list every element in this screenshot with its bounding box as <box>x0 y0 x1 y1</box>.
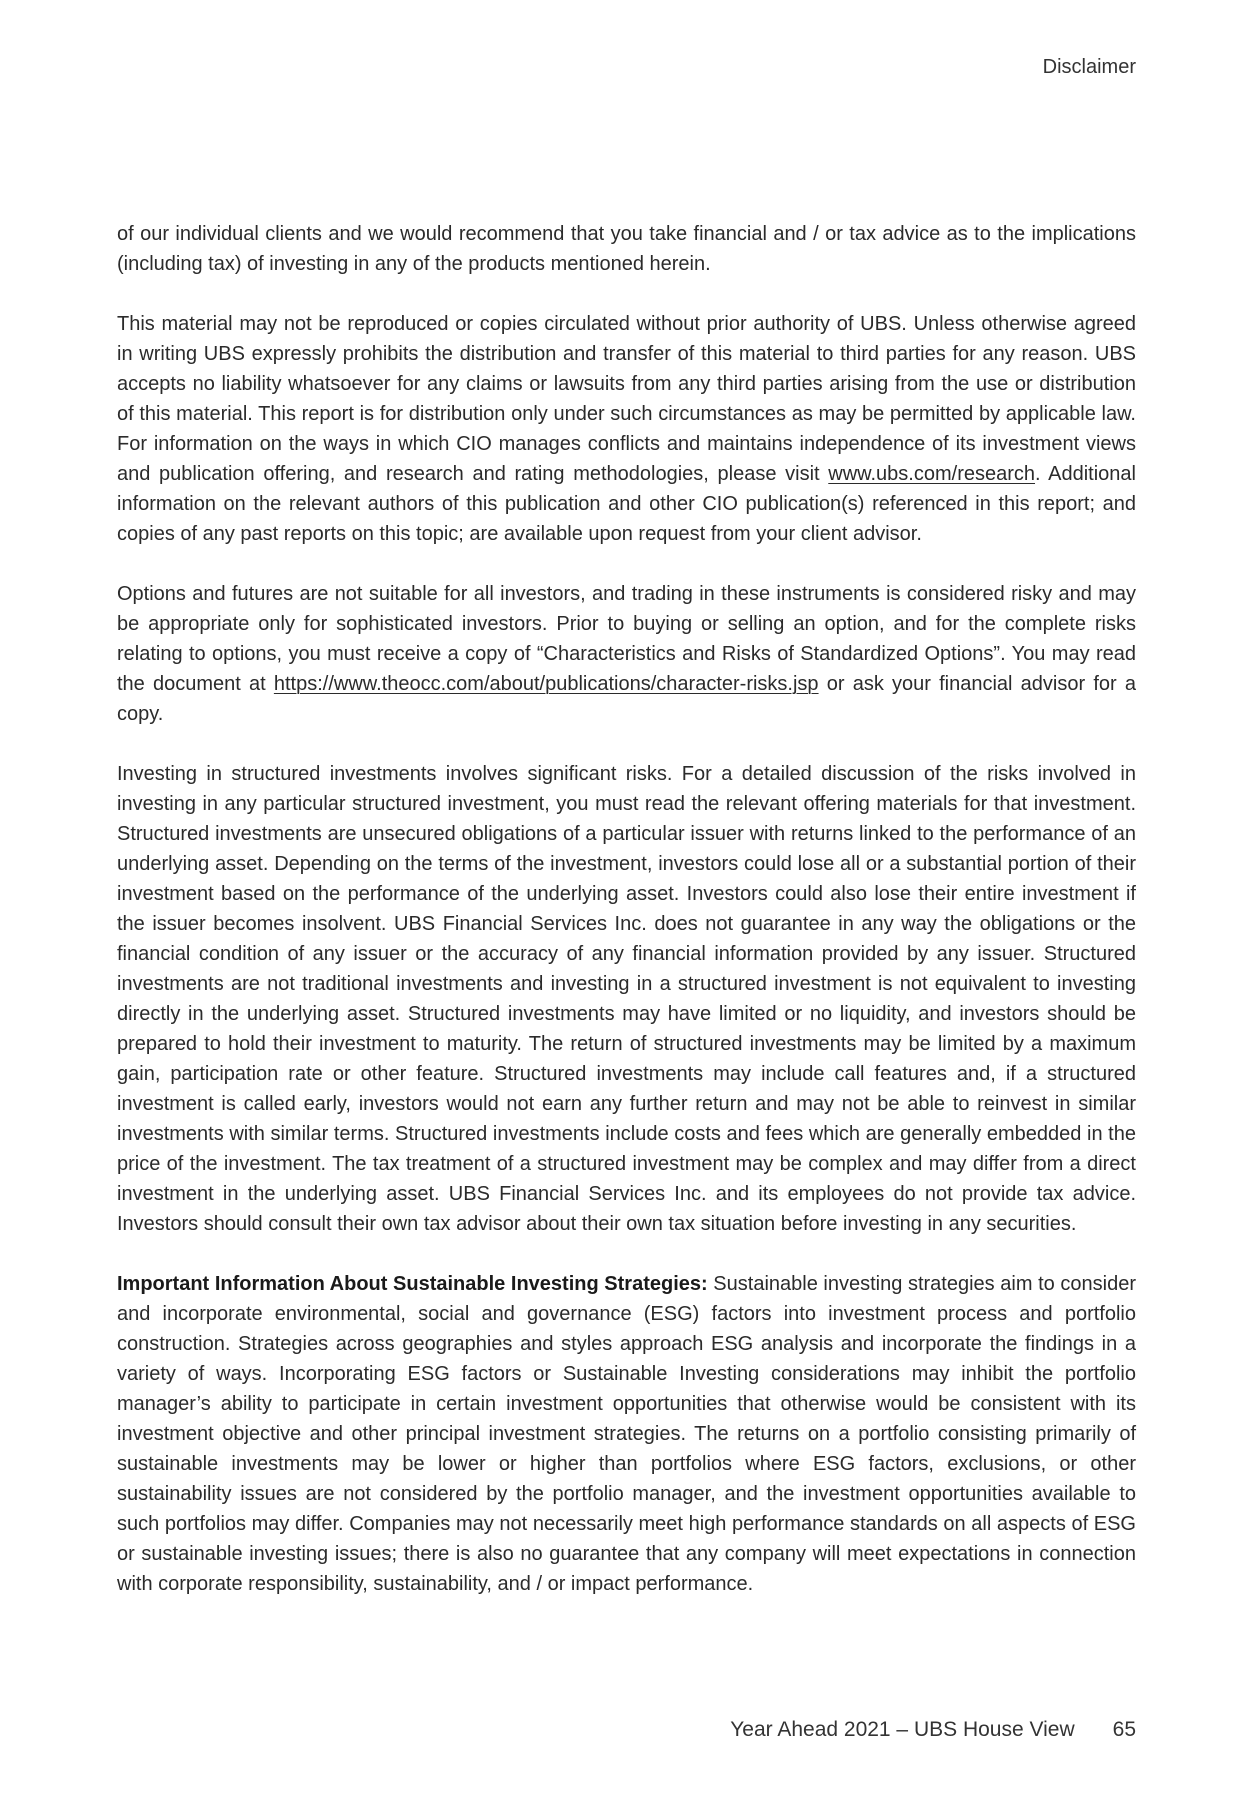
paragraph-sustainable-investing <box>117 1269 1136 1599</box>
sustainable-investing-text: Sustainable investing strategies aim to consider and incorporate environmental, social and governance (ESG) factors into investment process and portfolio construction. Strategies across geographies and styles approach ESG analysis and incorporate the findings in a variety of ways. Incorporating ESG factors or Sustainable Investing considerations may inhibit the portfolio manager’s ability to participate in certain investment opportunities that otherwise would be consistent with its investment objective and other principal investment strategies. The returns on a portfolio consisting primarily of sustainable investments may be lower or higher than portfolios where ESG factors, exclusions, or other sustainability issues are not considered by the portfolio manager, and the investment opportunities available to such portfolios may differ. Companies may not necessarily meet high performance standards on all aspects of ESG or sustainable investing issues; there is also no guarantee that any company will meet expectations in connection with corporate responsibility, sustainability, and / or impact performance. <box>117 1273 1137 1595</box>
paragraph-reproduction-text-end: . Additional information on the relevant authors of this publication and other CIO publication(s) referenced in this report; and copies of any past reports on this topic; are available upon request from your client advisor. <box>117 463 1136 545</box>
paragraph-tax-advice: of our individual clients and we would recommend that you take financial and / or tax advice as to the implications (including tax) of investing in any of the products mentioned herein. <box>117 223 1136 275</box>
paragraph-reproduction-text-start: This material may not be reproduced or copies circulated without prior authority of UBS. Unless otherwise agreed in writing UBS expressly prohibits the distribution and transfer of this material to third parties for any reason. UBS accepts no liability whatsoever for any claims or lawsuits from any third parties arising from the use or distribution of this material. This report is for distribution only under such circumstances as may be permitted by applicable law. For information on the ways in which CIO manages conflicts and maintains independence of its investment views and publication offering, and research and rating methodologies, please visit <box>117 313 1136 485</box>
occ-character-risks-link[interactable]: https://www.theocc.com/about/publications/character-risks.jsp <box>273 673 819 695</box>
section-title: Disclaimer <box>1042 56 1136 78</box>
page-header <box>1043 56 1136 79</box>
paragraph-reproduction <box>117 309 1136 549</box>
page-number: 65 <box>1112 1718 1136 1741</box>
sustainable-investing-heading: Important Information About Sustainable Investing Strategies: <box>117 1273 708 1295</box>
paragraph-options-futures <box>117 579 1136 729</box>
disclaimer-body <box>117 219 1136 1599</box>
publication-title: Year Ahead 2021 – UBS House View <box>730 1718 1075 1741</box>
ubs-research-link[interactable]: www.ubs.com/research <box>828 463 1036 485</box>
paragraph-structured-investments: Investing in structured investments involves significant risks. For a detailed discussion of the risks involved in investing in any particular structured investment, you must read the relevant offering materials for that investment. Structured investments are unsecured obligations of a particular issuer with returns linked to the performance of an underlying asset. Depending on the terms of the investment, investors could lose all or a substantial portion of their investment based on the performance of the underlying asset. Investors could also lose their entire investment if the issuer becomes insolvent. UBS Financial Services Inc. does not guarantee in any way the obligations or the financial condition of any issuer or the accuracy of any financial information provided by any issuer. Structured investments are not traditional investments and investing in a structured investment is not equivalent to investing directly in the underlying asset. Structured investments may have limited or no liquidity, and investors should be prepared to hold their investment to maturity. The return of structured investments may be limited by a maximum gain, participation rate or other feature. Structured investments may include call features and, if a structured investment is called early, investors would not earn any further return and may not be able to reinvest in similar investments with similar terms. Structured investments include costs and fees which are generally embedded in the price of the investment. The tax treatment of a structured investment may be complex and may differ from a direct investment in the underlying asset. UBS Financial Services Inc. and its employees do not provide tax advice. Investors should consult their own tax advisor about their own tax situation before investing in any securities. <box>117 763 1136 1235</box>
paragraph-options-text-end: or ask your financial advisor for a copy. <box>117 673 1136 725</box>
page-footer <box>730 1718 1136 1742</box>
paragraph-options-text-start: Options and futures are not suitable for all investors, and trading in these instruments is considered risky and may be appropriate only for sophisticated investors. Prior to buying or selling an option, and for the complete risks relating to options, you must receive a copy of “Characteristics and Risks of Standardized Options”. You may read the document at <box>117 583 1136 695</box>
